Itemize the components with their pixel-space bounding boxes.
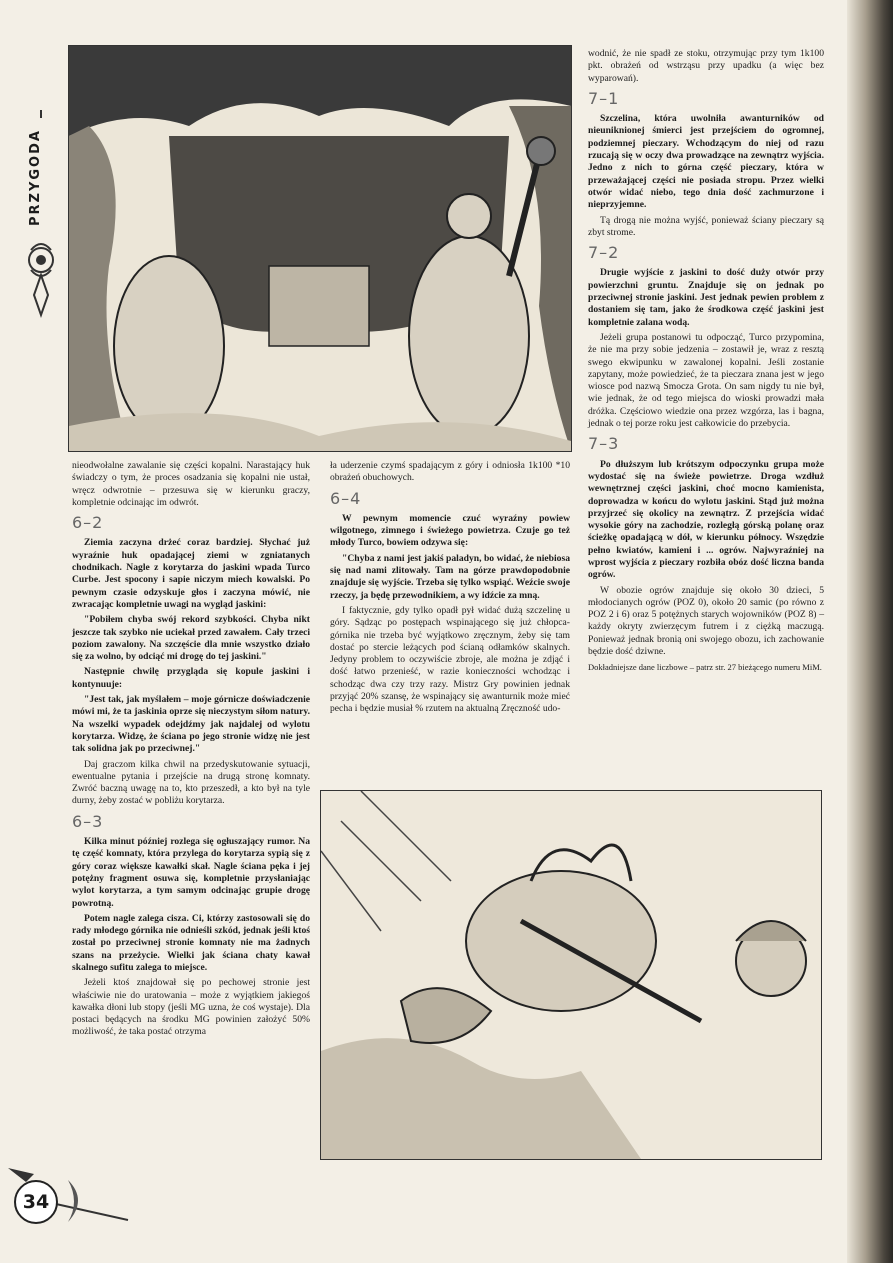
paragraph: Jeżeli ktoś znajdował się po pechowej stronie jest właściwie nie do uratowania – może z wyjątkiem jakiegoś kawałka dłoni lub stopy (jeśli MG uzna, że coś wystaje). Dla postaci będących na środku MG powinien założyć 50% możliwość, że taka postać otrzyma (72, 977, 310, 1038)
section-heading-6-4: 6–4 (330, 488, 362, 508)
page-number: 34 (14, 1180, 58, 1224)
paragraph: Potem nagle zalega cisza. Ci, którzy zastosowali się do rady młodego górnika nie odnieśli szkód, jednak jeśli ktoś został po przeciwnej stronie komnaty nie ma żadnych szans na przeżycie. Wielki jak ściana chaty kawał skalnego sufitu zalega to miejsce. (72, 912, 310, 973)
section-heading-7-3: 7–3 (588, 434, 620, 454)
footnote: Dokładniejsze dane liczbowe – patrz str. 27 bieżącego numeru MiM. (588, 662, 822, 673)
paragraph: ła uderzenie czymś spadającym z góry i odniosła 1k100 *10 obrażeń obuchowych. (330, 460, 570, 484)
section-heading-7-2: 7–2 (588, 243, 620, 263)
illustration-ogre-battle (320, 790, 822, 1160)
paragraph: I faktycznie, gdy tylko opadł pył widać dużą szczelinę u góry. Sądząc po postępach wspinającego się już chłopca-górnika nie trzeba być wyjątkowo zręcznym, żeby się tam dostać po stercie leżących pod ścianą odłamków skalnych. Jedyny problem to oczywiście zbroje, ale można je zdjąć i dość łatwo przenieść, w razie konieczności wchodząc i schodząc dwa czy trzy razy. Mistrz Gry powinien jednak przyjąć 20% szansę, że wspinający się awanturnik może mieć pecha i będzie musiał % rzutem na aktualną Zręczność udo- (330, 604, 570, 715)
paragraph: Drugie wyjście z jaskini to dość duży otwór przy powierzchni gruntu. Znajduje się on jednak po przeciwnej stronie jaskini. Jest jednak pewien problem z dostaniem się tam, jako że środkowa część jaskini jest kompletnie zalana wodą. (588, 267, 824, 328)
section-heading-6-3: 6–3 (72, 811, 104, 831)
paragraph: Ziemia zaczyna drżeć coraz bardziej. Słychać już wyraźnie huk opadającej ziemi w zgniatanych chodnikach. Nagle z korytarza do jaskini wpada Turco Curbe. Jest spocony i sapie niczym miech kowalski. Po pewnym czasie odzyskuje głos i zaczyna mówić, nie zwracając kompletnie uwagi na wygląd jaskini: (72, 537, 310, 610)
paragraph: Po dłuższym lub krótszym odpoczynku grupa może wydostać się na świeże powietrze. Droga wzdłuż wewnętrznej części jaskini, choć mocno kamienista, doprowadza w końcu do wylotu jaskini. Stąd już można przyjrzeć się okolicy na zewnątrz. Z przejścia widać wysokie góry na zachodzie, rozległą górską polanę oraz ścieżkę opadającą w dół, w kierunku północy. Wszędzie pełno kwiatów, kamieni i ... ogrów. Najwyraźniej na wprost wyjścia z pieczary rozbiła obóz dość liczna banda ogrów. (588, 458, 824, 581)
text-column-middle (330, 460, 570, 719)
paragraph: wodnić, że nie spadł ze stoku, otrzymując przy tym 1k100 pkt. obrażeń od wstrząsu przy upadku (a więc bez wyparowań). (588, 48, 824, 84)
paragraph: Tą drogą nie można wyjść, ponieważ ściany pieczary są zbyt strome. (588, 214, 824, 238)
paragraph: Kilka minut później rozlega się ogłuszający rumor. Na tę część komnaty, która przylega do korytarza sypią się z góry coraz większe kawałki skał. Nagle ściana pęka i jej potężny fragment osuwa się, kompletnie przysłaniając wylot korytarza, a tym samym odcinając grupie drogę powrotną. (72, 836, 310, 909)
text-column-right (588, 48, 824, 677)
paragraph: Następnie chwilę przygląda się kopule jaskini i kontynuuje: (72, 666, 310, 690)
paragraph: "Pobiłem chyba swój rekord szybkości. Chyba nikt jeszcze tak szybko nie uciekał przed zawałem. Cały trzeci poziom zawalony. Na szczęście dla mnie wszystko działo się za wolno, by odciąć mi drogę do tej jaskini." (72, 614, 310, 663)
text-column-left (72, 460, 310, 1042)
paragraph: Szczelina, która uwolniła awanturników od nieuniknionej śmierci jest przejściem do ogromnej, podziemnej pieczary. Wchodzącym do niej od razu rzucają się w oczy dwa prowadzące na zewnątrz wyjścia. Jedno z nich to górna część pieczary, która w przeważającej części nie posiada stropu. Przez wielki otwór widać niebo, tego dnia dość zachmurzone i nieprzyjemne. (588, 113, 824, 211)
page-edge-shadow (847, 0, 893, 1263)
illustration-cave-ogres (68, 45, 572, 452)
page-number-badge (8, 1160, 133, 1230)
paragraph: "Jest tak, jak myślałem – moje górnicze doświadczenie mówi mi, że ta jaskinia oprze się nieczystym siłom natury. Na wszelki wypadek odejdźmy jak najdalej od wylotu korytarza. Widzę, że ściana po jego stronie widzę nie jest tak solidna jak po przeciwnej." (72, 694, 310, 755)
side-tab (22, 110, 60, 325)
celtic-knot-icon (22, 110, 60, 325)
paragraph: Jeżeli grupa postanowi tu odpocząć, Turco przypomina, że nie ma przy sobie jedzenia – zostawił je, wraz z resztą swego ekwipunku w zawalonej kopalni. Jeśli zostanie zapytany, może powiedzieć, że ta pieczara znana jest w jego wiosce pod nazwą Smocza Grota. On sam nigdy tu nie był, wie jednak, że od tego miejsca do wioski prowadzi mała dróżka. Częściowo wiedzie ona przez wzgórza, las i bagna, jednak o tej porze roku jest całkowicie do przebycia. (588, 331, 824, 430)
section-heading-7-1: 7–1 (588, 88, 620, 108)
paragraph: nieodwołalne zawalanie się części kopalni. Narastający huk świadczy o tym, że proces osadzania się kopalni nie ustał, wręcz odwrotnie – przesuwa się w kierunku graczy, kompletnie odcinając im odwrót. (72, 460, 310, 508)
paragraph: W pewnym momencie czuć wyraźny powiew wilgotnego, zimnego i świeżego powietrza. Czuje go też młody Turco, bowiem odzywa się: (330, 512, 570, 549)
section-heading-6-2: 6–2 (72, 513, 104, 533)
paragraph: "Chyba z nami jest jakiś paladyn, bo widać, że niebiosa się nad nami zlitowały. Tam na górze prawdopodobnie znajduje się wyjście. Trzeba się tylko wspiąć. Weźcie swoje rzeczy, ja będę przewodnikiem, a wy idźcie za mną. (330, 552, 570, 601)
section-label: PRZYGODA (28, 129, 43, 227)
paragraph: W obozie ogrów znajduje się około 30 dzieci, 5 młodocianych ogrów (POZ 0), około 20 samic (po równo z POZ 2 i 6) oraz 5 potężnych starych wojowników (POZ 8) – każdy okryty zwierzęcym futrem i z ciężką maczugą. Ponieważ jednak bronią oni swojego obozu, ich zachowanie będzie dość dziwne. (588, 584, 824, 658)
paragraph: Daj graczom kilka chwil na przedyskutowanie sytuacji, ewentualne pytania i przejście na drugą stronę komnaty. Zwróć baczną uwagę na to, kto przeszedł, a kto był na tyle durny, żeby zostać w pobliżu korytarza. (72, 758, 310, 807)
